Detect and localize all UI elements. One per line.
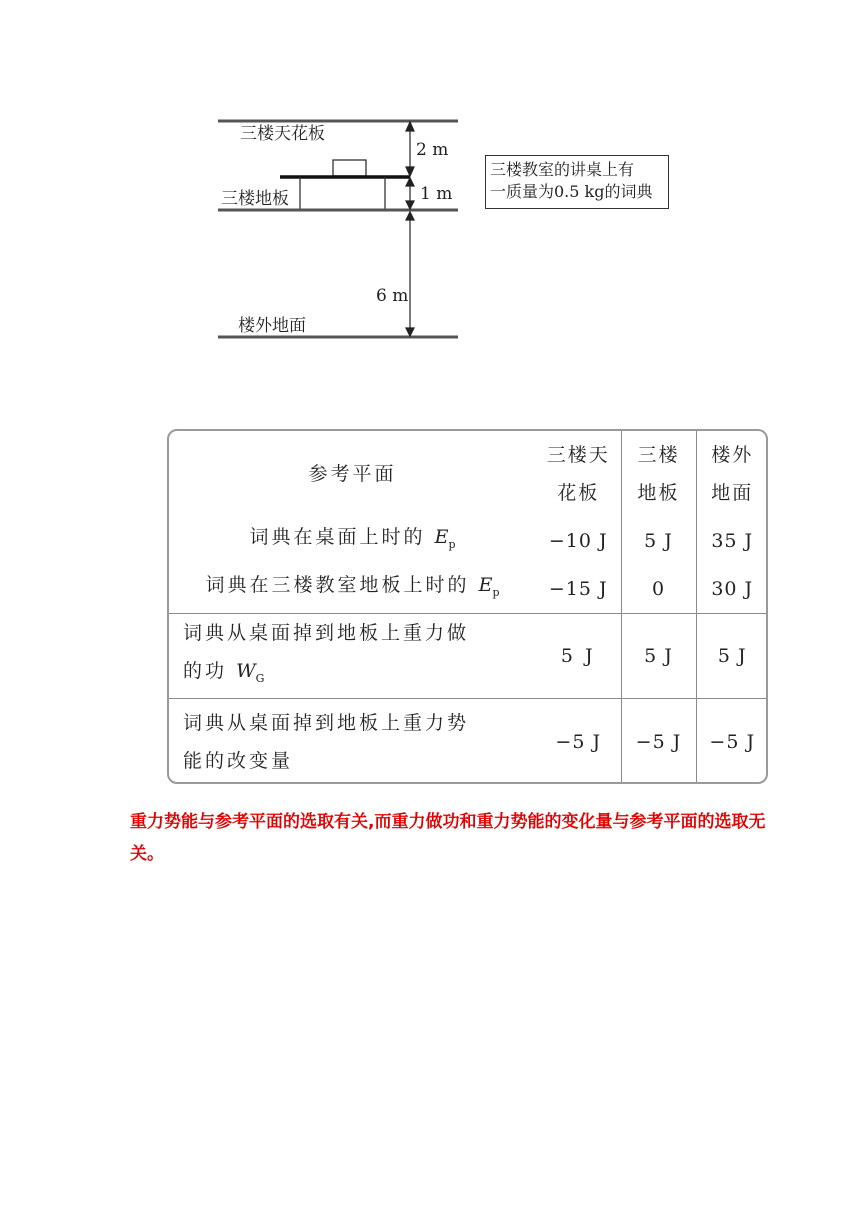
row1-subscript: p <box>448 537 456 551</box>
table-header-row <box>169 431 768 516</box>
header-col2-line1: 三楼 <box>637 443 680 466</box>
third-floor-label: 三楼地板 <box>221 189 289 209</box>
row4-val-ground: −5 J <box>696 698 768 784</box>
height-label-1m: 1 m <box>420 184 453 204</box>
conclusion-text: 重力势能与参考平面的选取有关,而重力做功和重力势能的变化量与参考平面的选取无关。 <box>130 812 766 864</box>
row1-label <box>169 516 536 566</box>
table-row <box>169 516 768 566</box>
row4-label-line2: 能的改变量 <box>183 750 294 773</box>
row2-subscript: p <box>492 586 500 600</box>
header-col-ceiling <box>536 431 621 516</box>
row1-symbol: E <box>434 526 449 549</box>
row2-label-text: 词典在三楼教室地板上时的 <box>205 574 470 597</box>
header-col3-line2: 地面 <box>711 481 754 504</box>
row3-label <box>169 613 536 698</box>
header-col3-line1: 楼外 <box>711 443 754 466</box>
row1-val-ground: 35 J <box>696 516 768 566</box>
header-col1-line2: 花板 <box>557 481 600 504</box>
header-col-ground <box>696 431 768 516</box>
table-row <box>169 566 768 613</box>
row4-label-line1: 词典从桌面掉到地板上重力势 <box>183 712 470 735</box>
dictionary-note <box>485 155 669 209</box>
header-col1-line1: 三楼天 <box>546 443 610 466</box>
row3-label-line2: 的功 <box>183 659 228 682</box>
row3-val-floor: 5 J <box>621 613 696 698</box>
table-row <box>169 613 768 698</box>
row2-val-floor: 0 <box>621 566 696 613</box>
height-label-6m: 6 m <box>376 286 409 306</box>
height-arrow-2m <box>406 122 414 176</box>
row3-label-line1: 词典从桌面掉到地板上重力做 <box>183 621 470 644</box>
height-arrow-6m <box>406 212 414 336</box>
row3-val-ceiling: 5 J <box>536 613 621 698</box>
potential-energy-table <box>167 429 768 784</box>
row4-val-ceiling: −5 J <box>536 698 621 784</box>
note-line-1: 三楼教室的讲桌上有 <box>490 160 635 179</box>
ceiling-label: 三楼天花板 <box>240 124 325 144</box>
header-reference-plane: 参考平面 <box>308 462 397 485</box>
row3-val-ground: 5 J <box>696 613 768 698</box>
row1-val-ceiling: −10 J <box>548 530 608 552</box>
row1-label-text: 词典在桌面上时的 <box>249 526 426 549</box>
note-line-2: 一质量为0.5 kg的词典 <box>490 182 653 201</box>
floor-height-diagram <box>0 0 860 360</box>
row2-label <box>169 566 536 613</box>
height-arrow-1m <box>406 178 414 209</box>
height-label-2m: 2 m <box>416 140 449 160</box>
row3-subscript: G <box>255 671 265 685</box>
dictionary-shape <box>333 160 366 176</box>
row1-val-floor: 5 J <box>621 516 696 566</box>
row4-val-floor: −5 J <box>621 698 696 784</box>
header-col-floor <box>621 431 696 516</box>
row2-symbol: E <box>478 574 493 597</box>
header-col2-line2: 地板 <box>637 481 680 504</box>
ground-label: 楼外地面 <box>238 316 306 336</box>
row2-val-ground: 30 J <box>696 566 768 613</box>
row2-val-ceiling: −15 J <box>548 578 608 601</box>
row4-label <box>169 698 536 784</box>
table-row <box>169 698 768 784</box>
row3-symbol: W <box>236 659 256 682</box>
